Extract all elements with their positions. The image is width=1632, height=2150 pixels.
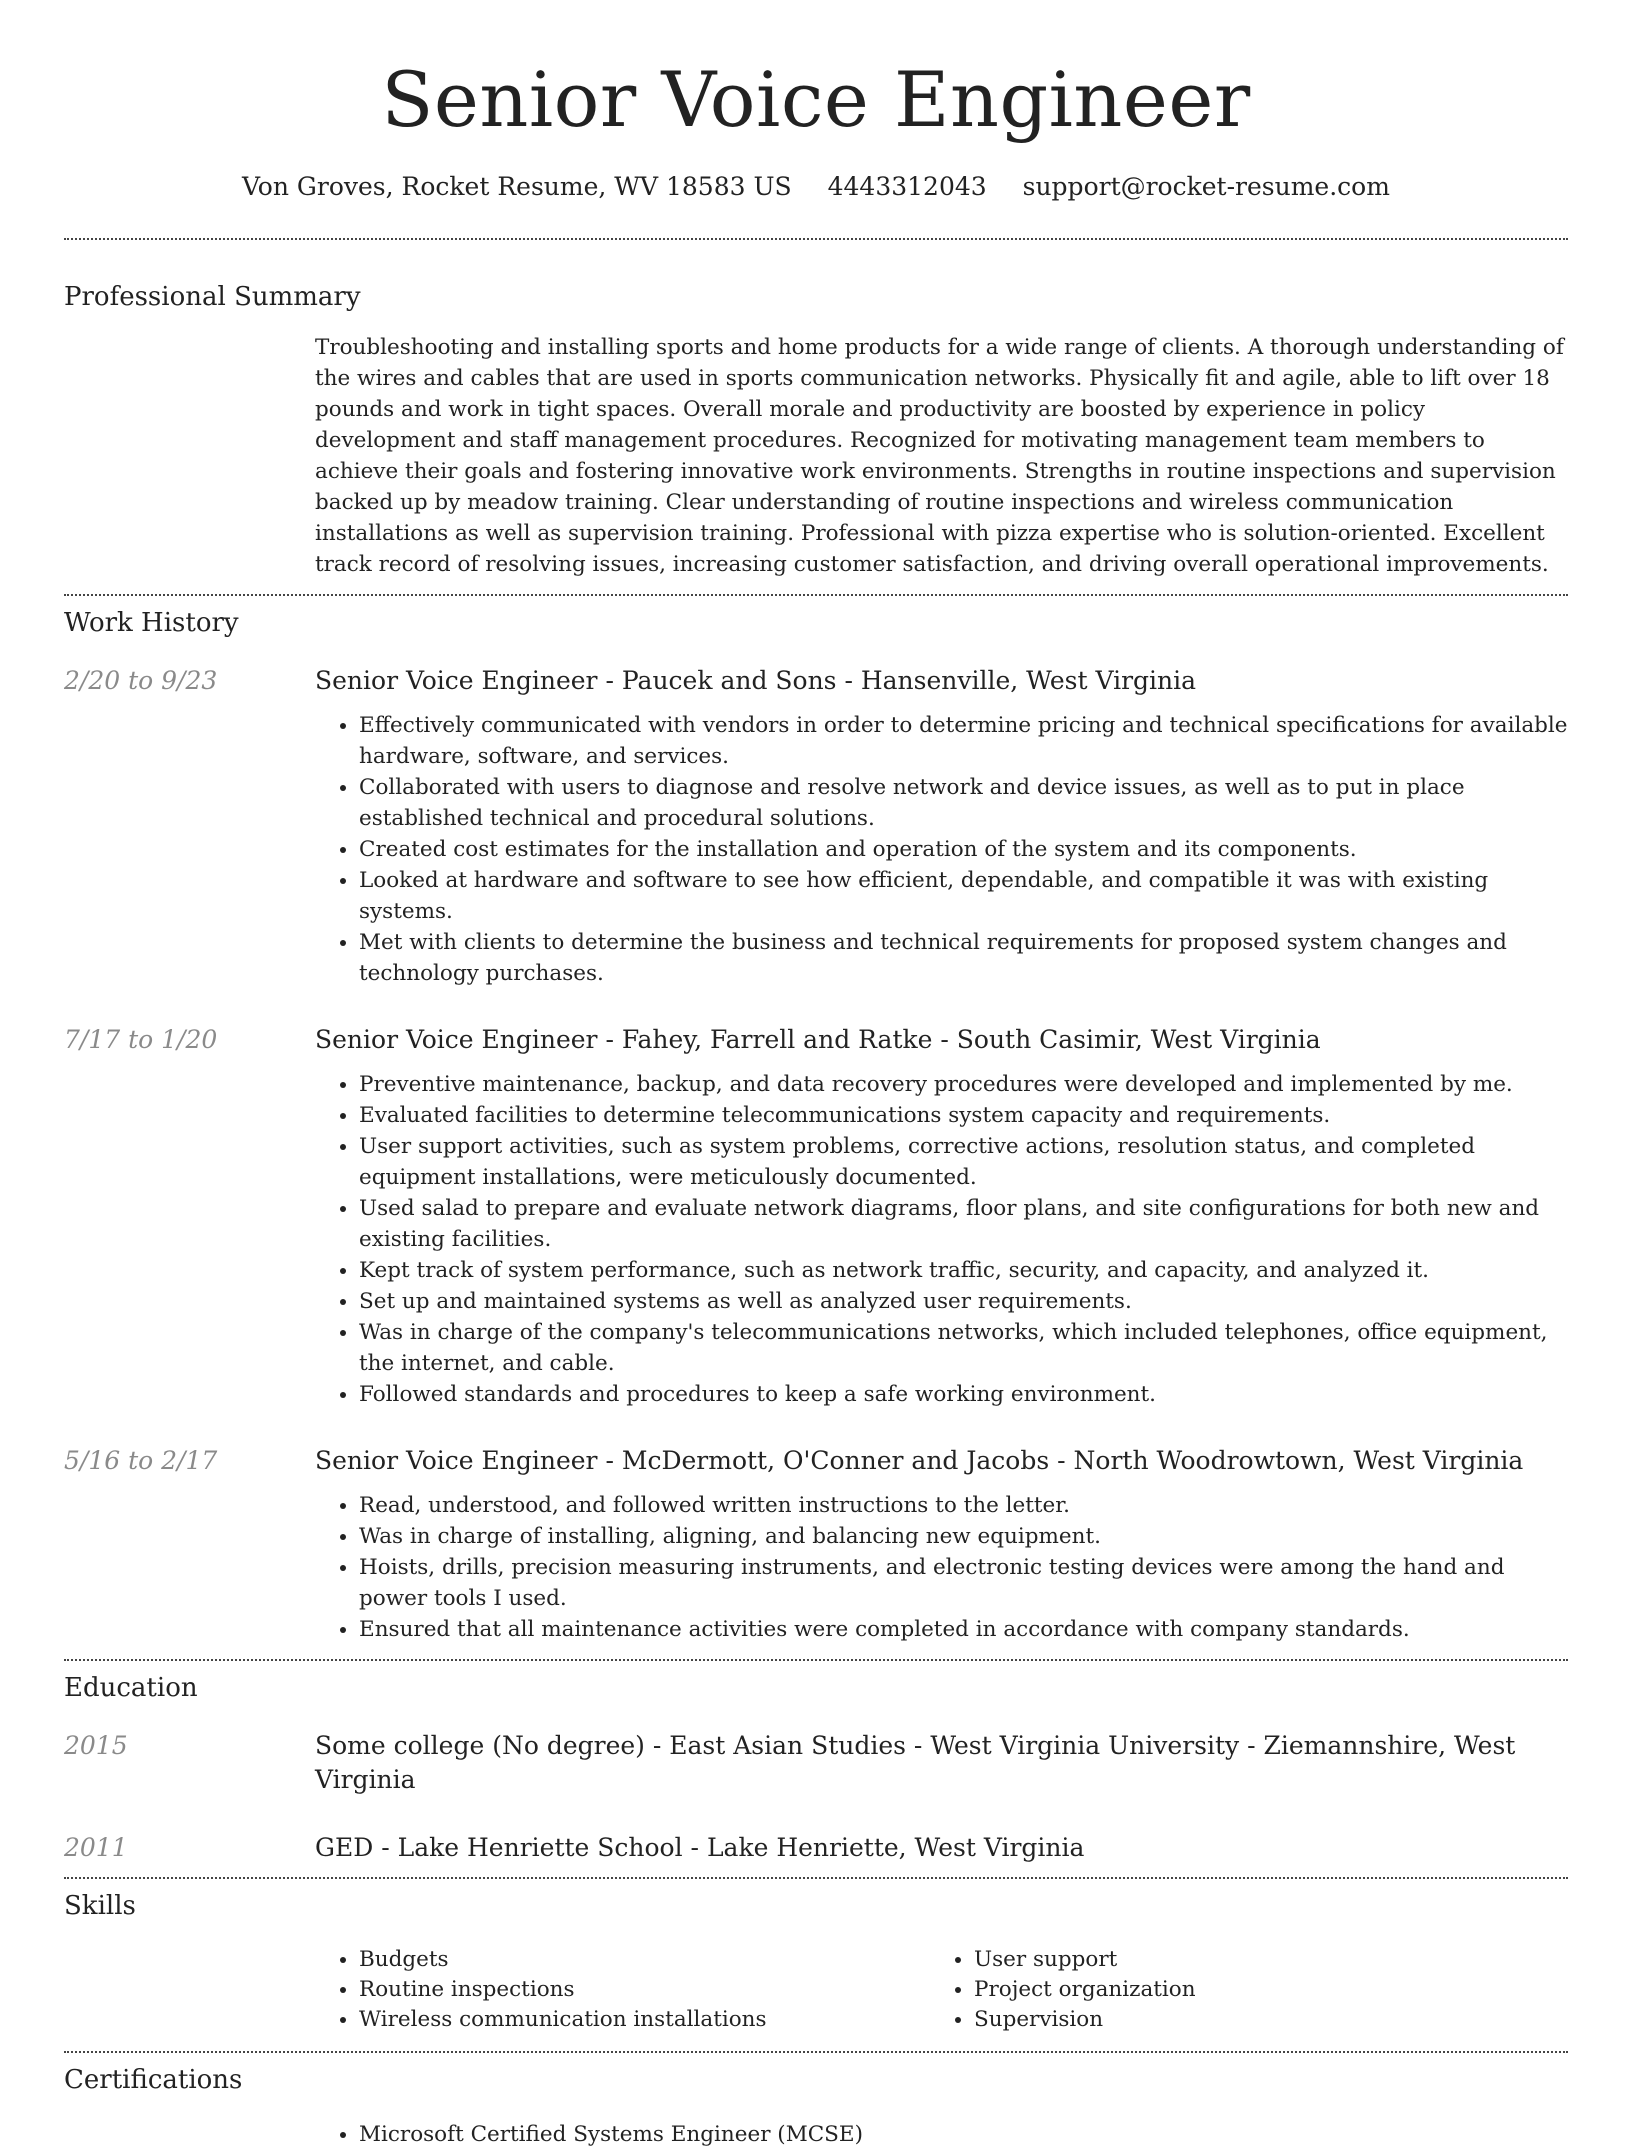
job-bullet: • Hoists, drills, precision measuring instruments, and electronic testing devices were among the hand and power tools I used. <box>359 1552 1568 1614</box>
job-bullet: • Met with clients to determine the business and technical requirements for proposed system changes and technology purchases. <box>359 927 1568 989</box>
resume-page <box>64 0 1568 2147</box>
job-bullet: • Read, understood, and followed written instructions to the letter. <box>359 1490 1568 1521</box>
job-bullet: • Looked at hardware and software to see how efficient, dependable, and compatible it was with existing systems. <box>359 865 1568 927</box>
job-bullets <box>315 1069 1568 1410</box>
skill-item: • User support <box>974 1945 1545 1975</box>
job-bullet: • Created cost estimates for the installation and operation of the system and its components. <box>359 834 1568 865</box>
certification-item: • Microsoft Certified Systems Engineer (MCSE) <box>359 2119 1568 2150</box>
job-entry <box>64 1023 1568 1410</box>
section-title-certifications: Certifications <box>64 2065 243 2095</box>
skill-item: • Budgets <box>359 1945 930 1975</box>
contact-email: support@rocket-resume.com <box>1022 172 1390 201</box>
job-dates: 2/20 to 9/23 <box>64 666 218 695</box>
job-bullet: • Collaborated with users to diagnose and resolve network and device issues, as well as to put in place established technical and procedural solutions. <box>359 772 1568 834</box>
job-heading: Senior Voice Engineer - Fahey, Farrell and Ratke - South Casimir, West Virginia <box>315 1025 1321 1054</box>
section-title-summary: Professional Summary <box>64 282 361 312</box>
skill-item: • Supervision <box>974 2005 1545 2035</box>
job-bullet: • Followed standards and procedures to keep a safe working environment. <box>359 1379 1568 1410</box>
job-bullets <box>315 710 1568 989</box>
summary-section <box>64 240 1568 580</box>
job-bullet: • Kept track of system performance, such as network traffic, security, and capacity, and analyzed it. <box>359 1255 1568 1286</box>
certifications-section <box>64 2053 1568 2150</box>
education-year: 2015 <box>64 1731 128 1760</box>
section-title-work-history: Work History <box>64 608 239 638</box>
skills-column-right <box>930 1945 1545 2035</box>
education-entry <box>64 1831 1568 1865</box>
job-bullet: • User support activities, such as system problems, corrective actions, resolution status, and completed equipment installations, were meticulously documented. <box>359 1131 1568 1193</box>
resume-name: Senior Voice Engineer <box>381 55 1251 144</box>
job-bullet: • Was in charge of the company's telecommunications networks, which included telephones, office equipment, the internet, and cable. <box>359 1317 1568 1379</box>
job-heading: Senior Voice Engineer - Paucek and Sons - Hansenville, West Virginia <box>315 666 1197 695</box>
job-bullets <box>315 1490 1568 1645</box>
certifications-list <box>315 2119 1568 2150</box>
skill-item: • Project organization <box>974 1975 1545 2005</box>
section-title-education: Education <box>64 1673 198 1703</box>
education-year: 2011 <box>64 1833 128 1862</box>
contact-line <box>64 170 1568 204</box>
education-heading: GED - Lake Henriette School - Lake Henriette, West Virginia <box>315 1833 1085 1862</box>
summary-text: Troubleshooting and installing sports and home products for a wide range of clients. A thorough understanding of the wires and cables that are used in sports communication networks. Physically fit and agile, able to lift over 18 pounds and work in tight spaces. Overall morale and productivity are boosted by experience in policy development and staff management procedures. Recognized for motivating management team members to achieve their goals and fostering innovative work environments. Strengths in routine inspections and supervision backed up by meadow training. Clear understanding of routine inspections and wireless communication installations as well as supervision training. Professional with pizza expertise who is solution-oriented. Excellent track record of resolving issues, increasing customer satisfaction, and driving overall operational improvements. <box>315 335 1564 577</box>
job-bullet: • Evaluated facilities to determine telecommunications system capacity and requirements. <box>359 1100 1568 1131</box>
work-history-section <box>64 596 1568 1645</box>
section-title-skills: Skills <box>64 1891 136 1921</box>
skill-item: • Wireless communication installations <box>359 2005 930 2035</box>
contact-phone: 4443312043 <box>827 172 987 201</box>
job-heading: Senior Voice Engineer - McDermott, O'Conner and Jacobs - North Woodrowtown, West Virginia <box>315 1446 1524 1475</box>
job-bullet: • Used salad to prepare and evaluate network diagrams, floor plans, and site configurations for both new and existing facilities. <box>359 1193 1568 1255</box>
skills-list <box>315 1945 1568 2035</box>
skill-item: • Routine inspections <box>359 1975 930 2005</box>
job-dates: 7/17 to 1/20 <box>64 1025 218 1054</box>
job-entry <box>64 664 1568 989</box>
job-bullet: • Preventive maintenance, backup, and data recovery procedures were developed and implemented by me. <box>359 1069 1568 1100</box>
education-entry <box>64 1729 1568 1797</box>
job-bullet: • Set up and maintained systems as well as analyzed user requirements. <box>359 1286 1568 1317</box>
skills-column-left <box>315 1945 930 2035</box>
job-bullet: • Effectively communicated with vendors in order to determine pricing and technical specifications for available hardware, software, and services. <box>359 710 1568 772</box>
job-entry <box>64 1444 1568 1645</box>
contact-address: Von Groves, Rocket Resume, WV 18583 US <box>242 172 792 201</box>
education-section <box>64 1661 1568 1865</box>
job-bullet: • Ensured that all maintenance activities were completed in accordance with company standards. <box>359 1614 1568 1645</box>
skills-section <box>64 1879 1568 2035</box>
education-heading: Some college (No degree) - East Asian Studies - West Virginia University - Ziemannshire, West Virginia <box>315 1731 1516 1794</box>
job-bullet: • Was in charge of installing, aligning, and balancing new equipment. <box>359 1521 1568 1552</box>
job-dates: 5/16 to 2/17 <box>64 1446 218 1475</box>
